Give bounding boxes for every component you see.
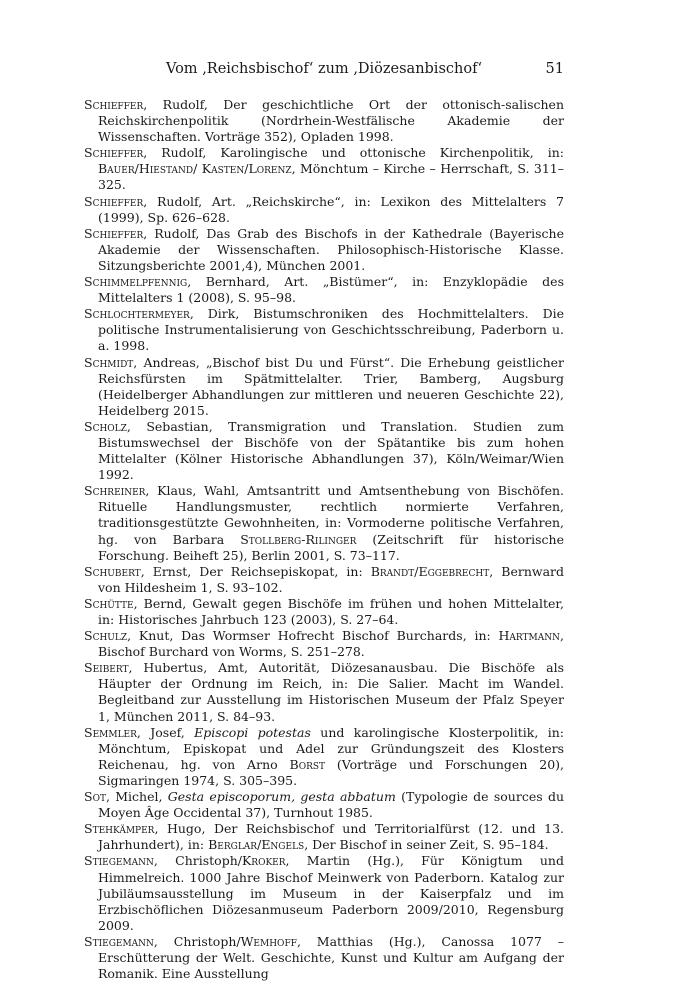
author-name: Eggebrecht: [418, 563, 490, 579]
entry-text: , Bernhard, Art. „Bistümer“, in: Enzyklopädie des Mittelalters 1 (2008), S. 95–98.: [98, 274, 564, 306]
author-name: Sot: [84, 789, 106, 805]
entry-text: , Andreas, „Bischof bist Du und Fürst“. Die Erhebung geistlicher Reichsfürsten im Spätmittelalter. Trier, Bamberg, Augsburg (Heidelberger Abhandlungen zur mittleren und neueren Geschichte 22), Heidelberg 2015.: [98, 354, 564, 418]
author-name: Kroker: [241, 853, 286, 869]
author-name: Schieffer: [84, 225, 144, 241]
entry-text: , Christoph/: [153, 853, 242, 869]
author-name: Stiegemann: [84, 853, 154, 869]
bibliography-entry: [84, 853, 564, 933]
bibliography-entry: [84, 628, 564, 660]
running-title: Vom ‚Reichsbischof‘ zum ‚Diözesanbischof‘: [165, 61, 483, 77]
bibliography-list: [84, 97, 564, 982]
bibliography-entry: [84, 306, 564, 354]
entry-text: , Christoph/: [153, 933, 241, 949]
author-name: Schieffer: [84, 145, 144, 161]
entry-text: , Matthias (Hg.), Canossa 1077 – Erschütterung der Welt. Geschichte, Kunst und Kultur am Aufgang der Romanik. Eine Ausstellung: [98, 933, 564, 982]
entry-text: , Bernward von Hildesheim 1, S. 93–102.: [98, 563, 564, 595]
entry-text: (Vorträge und Forschungen 20), Sigmaringen 1974, S. 305–395.: [98, 756, 564, 788]
author-name: Kasten: [201, 161, 245, 177]
entry-text: /: [134, 161, 139, 177]
bibliography-entry: [84, 934, 564, 982]
bibliography-entry: [84, 355, 564, 419]
author-name: Borst: [289, 756, 326, 772]
author-name: Schubert: [84, 563, 141, 579]
entry-text: , Ernst, Der Reichsepiskopat, in:: [140, 563, 371, 579]
author-name: Schulz: [84, 628, 128, 644]
author-name: Schlochtermeyer: [84, 306, 190, 322]
author-name: Schmidt: [84, 354, 134, 370]
author-name: Schieffer: [84, 97, 144, 112]
bibliography-entry: [84, 789, 564, 821]
entry-text: /: [414, 563, 419, 579]
entry-text: und karolingische Klosterpolitik, in: Mönchtum, Episkopat und Adel zur Gründungszeit des Klosters Reichenau, hg. von Arno: [98, 724, 564, 772]
author-name: Scholz: [84, 418, 127, 434]
entry-text: , Sebastian, Transmigration und Translation. Studien zum Bistumswechsel der Bischöfe von der Spätantike bis zum hohen Mittelalter (Kölner Historische Abhandlungen 37), Köln/Weimar/Wien 1992.: [98, 418, 564, 483]
entry-text: , Knut, Das Wormser Hofrecht Bischof Burchards, in:: [127, 628, 499, 644]
author-name: Hiestand: [138, 161, 194, 177]
author-name: Lorenz: [248, 161, 292, 177]
author-name: Engels: [261, 837, 305, 853]
entry-text: , Dirk, Bistumschroniken des Hochmittelalters. Die politische Instrumentalisierung von Geschichtsschreibung, Paderborn u. a. 1998.: [98, 306, 564, 354]
author-name: Berglar: [208, 837, 258, 853]
entry-text: , Rudolf, Der geschichtliche Ort der ottonisch-salischen Reichskirchenpolitik (Nordrhein-Westfälische Akademie der Wissenschaften. Vorträge 352), Opladen 1998.: [98, 97, 564, 145]
author-name: Semmler: [84, 724, 137, 740]
entry-text: /: [244, 161, 249, 177]
author-name: Bauer: [98, 161, 135, 177]
author-name: Schreiner: [84, 483, 146, 499]
entry-text: , Mönchtum – Kirche – Herrschaft, S. 311–325.: [98, 161, 564, 193]
entry-text: , Hubertus, Amt, Autorität, Diözesanausbau. Die Bischöfe als Häupter der Ordnung im Reich, in: Die Salier. Macht im Wandel. Begleitband zur Ausstellung im Historischen Museum der Pfalz Speyer 1, München 2011, S. 84–93.: [98, 660, 564, 724]
page-number: 51: [545, 61, 564, 77]
author-name: Schieffer: [84, 193, 144, 209]
entry-text: /: [193, 161, 202, 177]
bibliography-entry: [84, 97, 564, 145]
entry-text: , Der Bischof in seiner Zeit, S. 95–184.: [304, 837, 549, 853]
author-name: Wemhoff: [240, 933, 297, 949]
entry-text: , Hugo, Der Reichsbischof und Territorialfürst (12. und 13. Jahrhundert), in:: [98, 821, 564, 853]
author-name: Seibert: [84, 660, 129, 676]
bibliography-entry: [84, 419, 564, 483]
italic-title: Gesta episcoporum, gesta abbatum: [167, 789, 396, 805]
bibliography-entry: [84, 660, 564, 724]
bibliography-entry: [84, 194, 564, 226]
author-name: Stiegemann: [84, 933, 154, 949]
author-name: Stollberg-Rilinger: [240, 531, 357, 547]
author-name: Schimmelpfennig: [84, 274, 188, 290]
author-name: Hartmann: [498, 628, 561, 644]
entry-text: , Rudolf, Karolingische und ottonische Kirchenpolitik, in:: [143, 145, 564, 161]
author-name: Stehkämper: [84, 821, 155, 837]
entry-text: , Martin (Hg.), Für Königtum und Himmelreich. 1000 Jahre Bischof Meinwerk von Paderborn. Katalog zur Jubiläumsausstellung im Museum in der Kaiserpfalz und im Erzbischöflichen Diözesanmuseum Paderborn 2009/2010, Regensburg 2009.: [98, 853, 564, 933]
bibliography-entry: [84, 725, 564, 789]
italic-title: Episcopi potestas: [194, 724, 311, 740]
entry-text: , Rudolf, Art. „Reichskirche“, in: Lexikon des Mittelalters 7 (1999), Sp. 626–628.: [98, 193, 564, 225]
bibliography-entry: [84, 274, 564, 306]
bibliography-entry: [84, 145, 564, 193]
entry-text: , Bernd, Gewalt gegen Bischöfe im frühen und hohen Mittelalter, in: Historisches Jahrbuch 123 (2003), S. 27–64.: [98, 595, 564, 627]
entry-text: /: [257, 837, 262, 853]
bibliography-entry: [84, 483, 564, 563]
bibliography-entry: [84, 821, 564, 853]
entry-text: , Michel,: [105, 789, 168, 805]
author-name: Schütte: [84, 595, 134, 611]
entry-text: , Bischof Burchard von Worms, S. 251–278.: [98, 628, 564, 660]
entry-text: , Josef,: [136, 724, 195, 740]
bibliography-entry: [84, 564, 564, 596]
author-name: Brandt: [370, 563, 415, 579]
entry-text: (Typologie de sources du Moyen Âge Occidental 37), Turnhout 1985.: [98, 789, 564, 821]
entry-text: (Zeitschrift für historische Forschung. Beiheft 25), Berlin 2001, S. 73–117.: [98, 531, 564, 563]
entry-text: , Rudolf, Das Grab des Bischofs in der Kathedrale (Bayerische Akademie der Wissenschaften. Philosophisch-Historische Klasse. Sitzungsberichte 2001,4), München 2001.: [98, 225, 564, 273]
bibliography-entry: [84, 226, 564, 274]
bibliography-entry: [84, 596, 564, 628]
entry-text: , Klaus, Wahl, Amtsantritt und Amtsenthebung von Bischöfen. Rituelle Handlungsmuster, rechtlich normierte Verfahren, traditionsgestützte Gewohnheiten, in: Vormoderne politische Verfahren, hg. von Barbara: [98, 483, 564, 547]
